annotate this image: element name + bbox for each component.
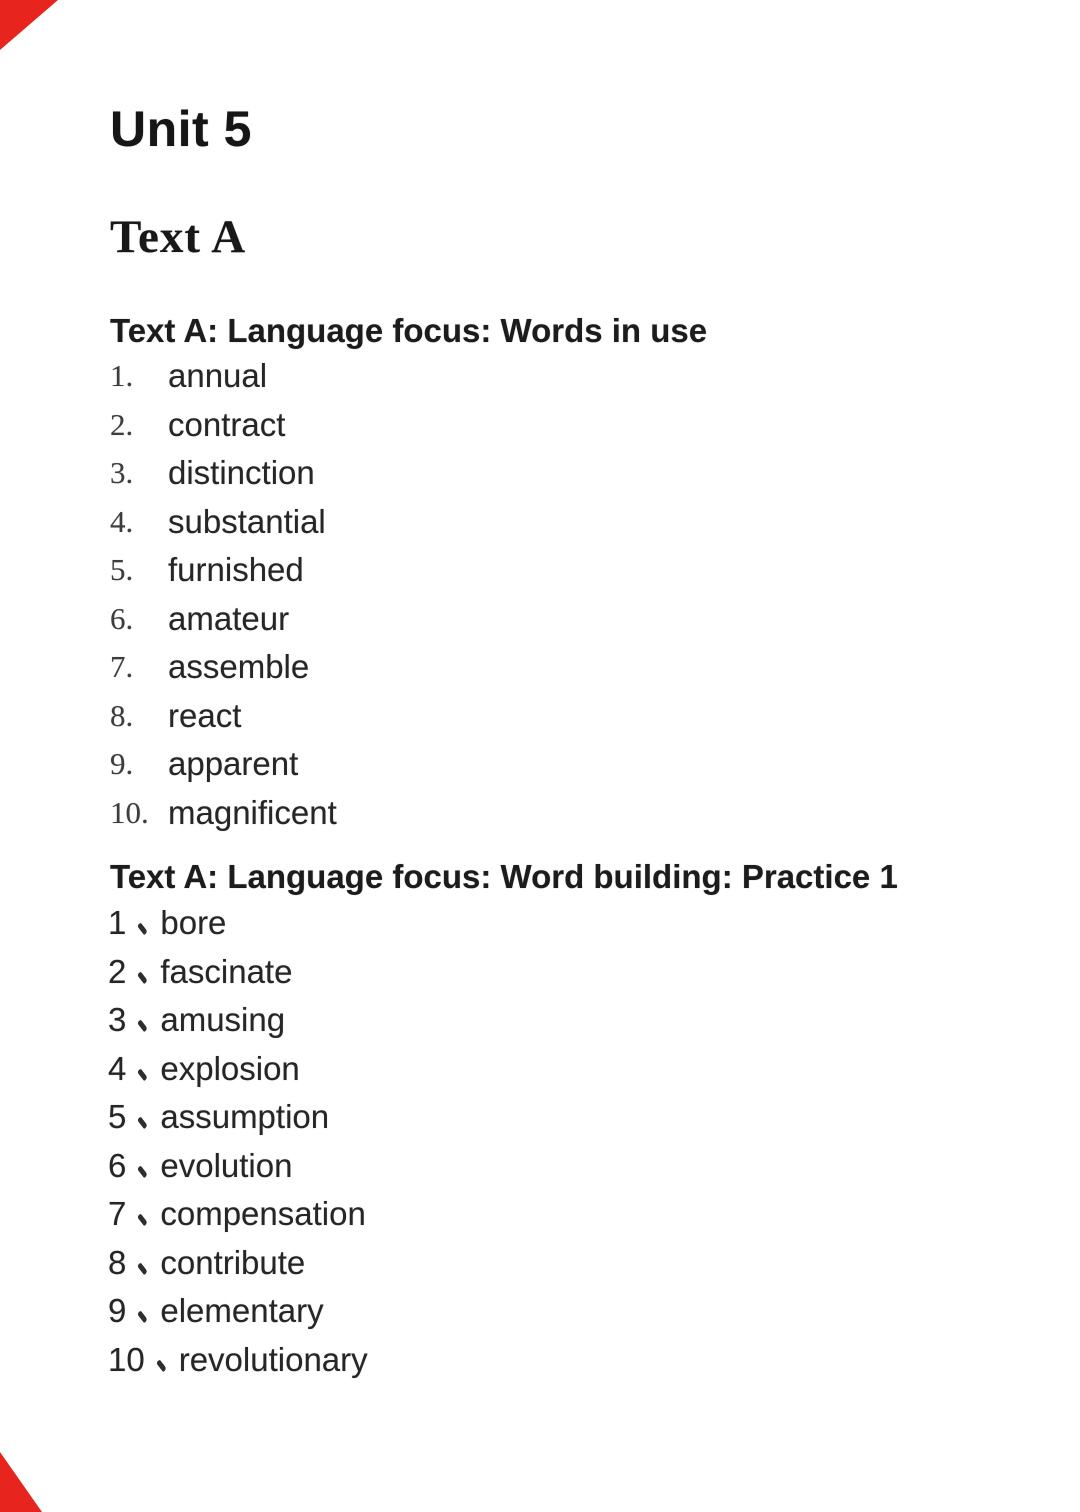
item-number: 6 — [108, 1146, 127, 1184]
item-word: annual — [168, 357, 268, 395]
words-in-use-list — [110, 352, 337, 837]
item-word: contribute — [160, 1243, 306, 1281]
list-item — [110, 401, 337, 450]
item-number: 4 — [108, 1049, 127, 1087]
item-number: 1. — [110, 358, 134, 394]
list-item — [110, 449, 337, 498]
list-item — [110, 595, 337, 644]
item-number: 8. — [110, 697, 134, 733]
ideographic-comma-icon — [136, 1099, 150, 1135]
item-word: amateur — [168, 599, 290, 637]
item-word: substantial — [168, 502, 326, 540]
text-a-title: Text A — [110, 211, 247, 263]
list-item — [110, 740, 337, 789]
item-word: bore — [160, 904, 227, 942]
item-word: assemble — [168, 648, 310, 686]
list-item — [110, 546, 337, 595]
item-word: evolution — [160, 1146, 293, 1184]
item-number: 1 — [108, 904, 127, 942]
list-item — [110, 789, 337, 838]
ideographic-comma-icon — [136, 1293, 150, 1329]
list-item — [108, 1287, 368, 1336]
ideographic-comma-icon — [136, 1245, 150, 1281]
word-building-list — [108, 899, 368, 1384]
item-number: 10 — [108, 1340, 145, 1378]
item-number: 3 — [108, 1001, 127, 1039]
ideographic-comma-icon — [136, 1148, 150, 1184]
list-item — [108, 996, 368, 1045]
red-corner-bottom-left — [0, 1452, 42, 1512]
item-number: 9 — [108, 1292, 127, 1330]
unit-title: Unit 5 — [110, 101, 252, 157]
item-number: 5. — [110, 552, 134, 588]
item-number: 3. — [110, 455, 134, 491]
ideographic-comma-icon — [136, 1051, 150, 1087]
list-item — [108, 1190, 368, 1239]
ideographic-comma-icon — [136, 905, 150, 941]
ideographic-comma-icon — [136, 954, 150, 990]
item-number: 4. — [110, 503, 134, 539]
item-word: react — [168, 696, 242, 734]
list-item — [110, 352, 337, 401]
item-word: revolutionary — [178, 1340, 368, 1378]
item-word: assumption — [160, 1098, 330, 1136]
item-number: 8 — [108, 1243, 127, 1281]
item-number: 2 — [108, 952, 127, 990]
section-1-heading: Text A: Language focus: Words in use — [110, 312, 708, 349]
item-word: amusing — [160, 1001, 286, 1039]
list-item — [110, 643, 337, 692]
item-word: compensation — [160, 1195, 366, 1233]
list-item — [108, 1336, 368, 1385]
ideographic-comma-icon — [136, 1002, 150, 1038]
item-number: 7. — [110, 649, 134, 685]
item-word: apparent — [168, 745, 299, 783]
item-word: distinction — [168, 454, 315, 492]
ideographic-comma-icon — [136, 1196, 150, 1232]
item-number: 6. — [110, 600, 134, 636]
item-number: 2. — [110, 406, 134, 442]
ideographic-comma-icon — [155, 1342, 169, 1378]
item-word: fascinate — [160, 952, 293, 990]
item-word: elementary — [160, 1292, 324, 1330]
red-corner-top-left — [0, 0, 58, 50]
list-item — [108, 1093, 368, 1142]
item-word: contract — [168, 405, 286, 443]
section-2-heading: Text A: Language focus: Word building: Practice 1 — [110, 858, 898, 895]
list-item — [108, 1142, 368, 1191]
item-word: furnished — [168, 551, 304, 589]
list-item — [110, 498, 337, 547]
item-number: 7 — [108, 1195, 127, 1233]
list-item — [108, 1239, 368, 1288]
list-item — [110, 692, 337, 741]
list-item — [108, 899, 368, 948]
item-number: 9. — [110, 746, 134, 782]
list-item — [108, 948, 368, 997]
item-number: 5 — [108, 1098, 127, 1136]
list-item — [108, 1045, 368, 1094]
item-number: 10. — [110, 794, 149, 830]
item-word: magnificent — [168, 793, 337, 831]
item-word: explosion — [160, 1049, 300, 1087]
